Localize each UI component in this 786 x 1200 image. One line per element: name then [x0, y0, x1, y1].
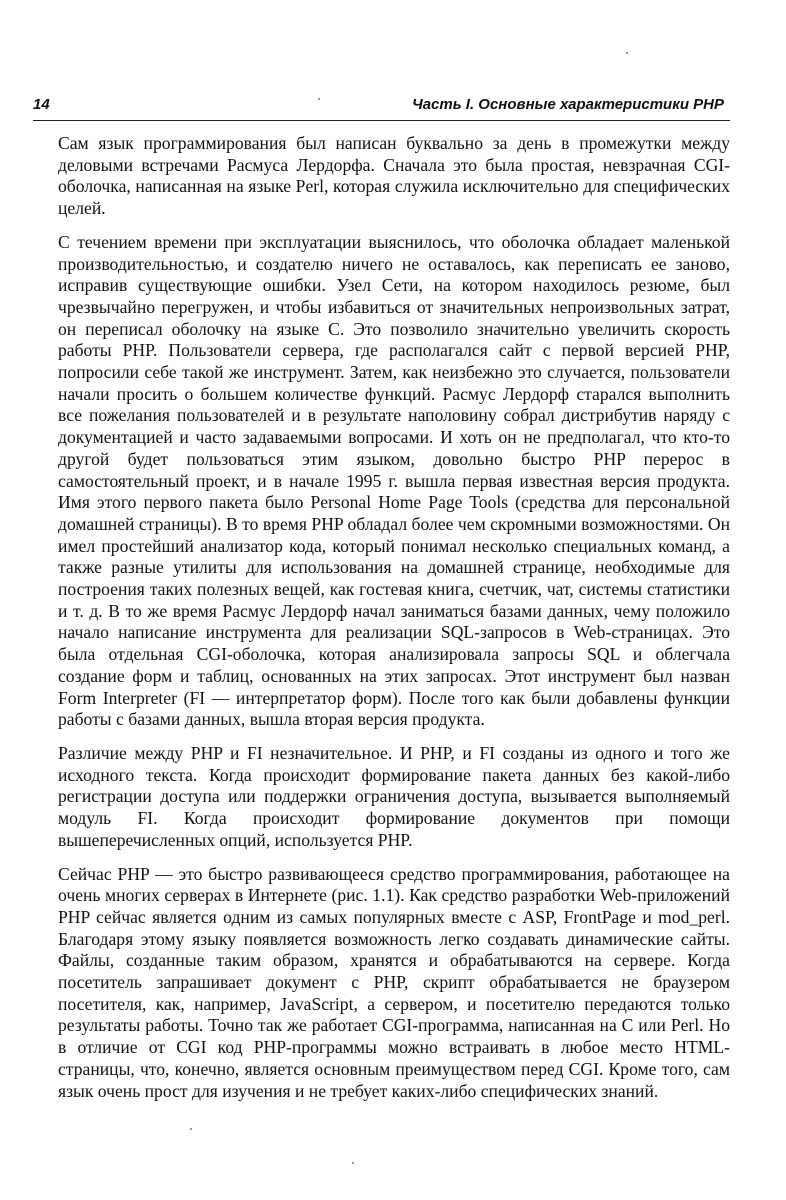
header-rule — [33, 120, 730, 121]
body-text — [58, 133, 730, 1114]
scan-speck — [318, 98, 320, 100]
paragraph-3: Различие между PHP и FI незначительное. И PHP, и FI созданы из одного и того же исходного текста. Когда происходит формирование пакета данных без какой-либо регистрации доступа или поддержки ограничения доступа, вызывается выполняемый модуль FI. Когда происходит формирование документов при помощи вышеперечисленных опций, используется PHP. — [58, 742, 730, 850]
running-title: Часть I. Основные характеристики PHP — [412, 96, 724, 113]
scan-speck — [352, 1162, 354, 1164]
scan-speck — [626, 52, 628, 54]
paragraph-2: С течением времени при эксплуатации выяснилось, что оболочка обладает маленькой производительностью, и создателю ничего не оставалось, как переписать ее заново, исправив существующие ошибки. Узел Сети, на котором находилось резюме, был чрезвычайно перегружен, и чтобы избавиться от значительных непроизвольных затрат, он переписал оболочку на языке С. Это позволило значительно увеличить скорость работы PHP. Пользователи сервера, где располагался сайт с первой версией PHP, попросили себе такой же инструмент. Затем, как неизбежно это случается, пользователи начали просить о большем количестве функций. Расмус Лердорф старался выполнить все пожелания пользователей и в результате наполовину собрал дистрибутив наряду с документацией и часто задаваемыми вопросами. И хоть он не предполагал, что кто-то другой будет пользоваться этим языком, довольно быстро PHP перерос в самостоятельный проект, и в начале 1995 г. вышла первая известная версия продукта. Имя этого первого пакета было Personal Home Page Tools (средства для персональной домашней страницы). В то время PHP обладал более чем скромными возможностями. Он имел простейший анализатор кода, который понимал несколько специальных команд, а также разные утилиты для использования на домашней странице, необходимые для построения таких полезных вещей, как гостевая книга, счетчик, чат, системы статистики и т. д. В то же время Расмус Лердорф начал заниматься базами данных, чему положило начало написание инструмента для реализации SQL-запросов в Web-страницах. Это была отдельная CGI-оболочка, которая анализировала запросы SQL и облегчала создание форм и таблиц, основанных на этих запросах. Этот инструмент был назван Form Interpreter (FI — интерпретатор форм). После того как были добавлены функции работы с базами данных, вышла вторая версия продукта. — [58, 231, 730, 730]
paragraph-1: Сам язык программирования был написан буквально за день в промежутки между деловыми встречами Расмуса Лердорфа. Сначала это была простая, невзрачная CGI-оболочка, написанная на языке Perl, которая служила исключительно для специфических целей. — [58, 133, 730, 219]
paragraph-4: Сейчас PHP — это быстро развивающееся средство программирования, работающее на очень многих серверах в Интернете (рис. 1.1). Как средство разработки Web-приложений PHP сейчас является одним из самых популярных вместе с ASP, FrontPage и mod_perl. Благодаря этому языку появляется возможность легко создавать динамические сайты. Файлы, созданные таким образом, хранятся и обрабатываются на сервере. Когда посетитель запрашивает документ с PHP, скрипт обрабатывается не браузером посетителя, как, например, JavaScript, а сервером, и посетителю передаются только результаты работы. Точно так же работает CGI-программа, написанная на С или Perl. Но в отличие от CGI код PHP-программы можно встраивать в любое место HTML-страницы, что, конечно, является основным преимуществом перед CGI. Кроме того, сам язык очень прост для изучения и не требует каких-либо специфических знаний. — [58, 863, 730, 1101]
scan-speck — [190, 1128, 192, 1130]
page-number: 14 — [33, 96, 50, 113]
page-header — [33, 94, 728, 118]
